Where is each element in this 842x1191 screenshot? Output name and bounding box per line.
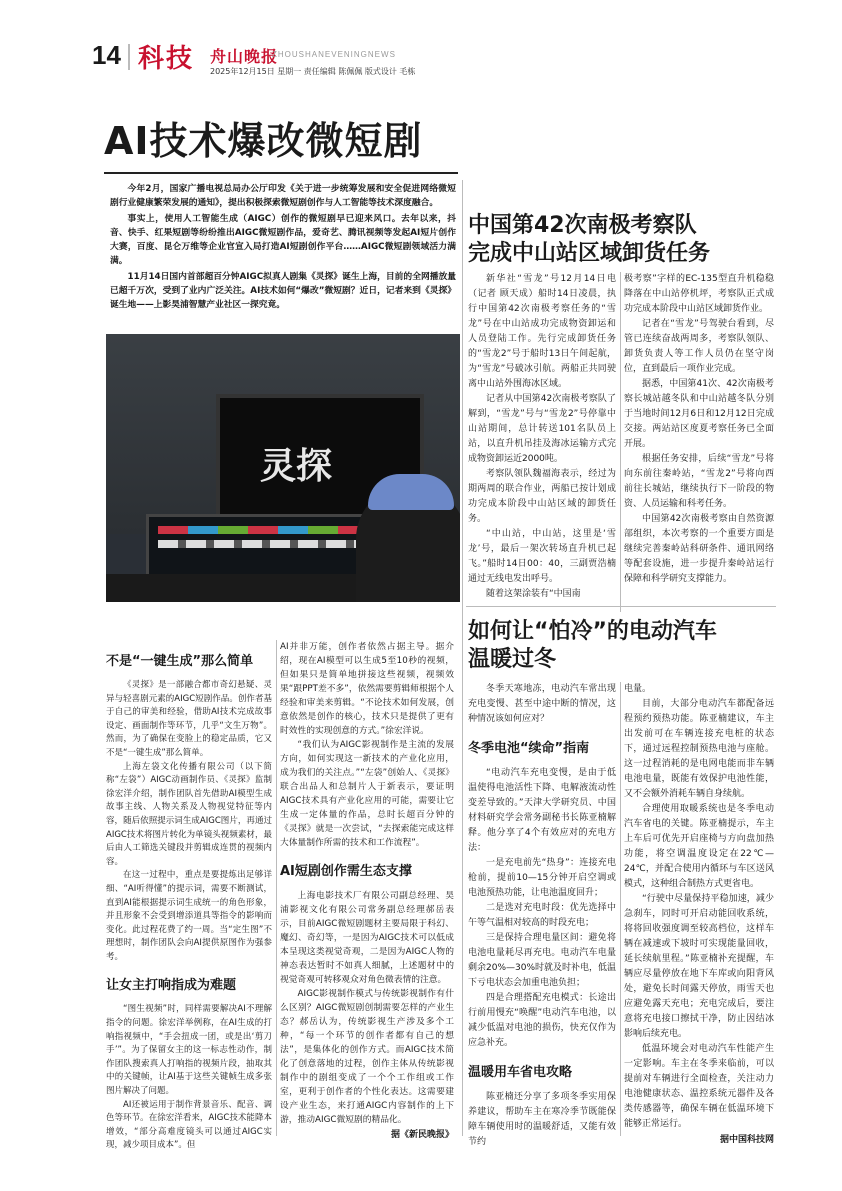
body-paragraph: 根据任务安排，后续“雪龙”号将向东前往秦岭站，“雪龙2”号将向西前往长城站，继续执行下一阶段的物资、人员运输和科考任务。	[624, 454, 774, 509]
antarctic-headline-line2: 完成中山站区域卸货任务	[468, 241, 711, 266]
issue-meta: 2025年12月15日 星期一 责任编辑 陈佩佩 版式设计 毛栋	[210, 67, 416, 76]
body-paragraph: 二是选对充电时段：优先选择中午等气温相对较高的时段充电；	[468, 903, 616, 928]
body-paragraph: “中山站，中山站，这里是‘雪龙’号，最后一架次转场直升机已起飞。”船时14日00：40，三副贾浩楠通过无线电发出呼号。	[468, 529, 616, 584]
body-paragraph: 四是合理搭配充电模式：长途出行前用慢充“唤醒”电动汽车电池，以减少低温对电池的损伤，快充仅作为应急补充。	[468, 993, 616, 1048]
body-paragraph: 记者从中国第42次南极考察队了解到，“雪龙”号与“雪龙2”号停靠中山站期间，总计转送101名队员上站，以直升机吊挂及海冰运输方式完成物资卸运近2000吨。	[468, 394, 616, 464]
antarctic-headline-line1: 中国第42次南极考察队	[468, 213, 697, 238]
photo-timeline	[158, 540, 374, 548]
editing-studio-photo	[106, 334, 460, 602]
body-paragraph: 电量。	[624, 684, 652, 694]
body-paragraph: 考察队领队魏福海表示，经过为期两周的联合作业，两船已按计划成功完成本阶段中山站区域的卸货任务。	[468, 469, 616, 524]
body-paragraph: 低温环境会对电动汽车性能产生一定影响。车主在冬季来临前，可以提前对车辆进行全面检查，关注动力电池健康状态、温控系统元器件及各类传感器等，确保车辆在低温环境下能够正常运行。	[624, 1044, 774, 1129]
story-divider	[466, 606, 776, 607]
body-paragraph: 上海左袋文化传播有限公司（以下简称“左袋”）AIGC动画制作员、《灵探》监制徐宏洋介绍，制作团队首先借助AI模型生成故事主线、人物关系及人物视觉特征等内容，随后依照提示词生成AIGC图片，再通过AIGC技术将图片转化为单镜头视频素材，最后由人工筛选关键段并剪辑成连贯的视频内容。	[106, 761, 272, 867]
photo-timeline	[158, 526, 374, 534]
body-paragraph: 三是保持合理电量区间：避免将电池电量耗尽再充电。电动汽车电量剩余20%—30%时就及时补电，低温下亏电状态会加重电池负担；	[468, 933, 617, 988]
body-paragraph: 目前，大部分电动汽车都配备远程预约预热功能。陈亚楠建议，车主出发前可在车辆连接充电桩的状态下，通过远程控制预热电池与座舱。这一过程消耗的是电网电能而非车辆电池电量，既能有效保护电池性能，又不会额外消耗车辆自身续航。	[624, 699, 774, 799]
screen-title-text: 灵探	[260, 445, 333, 487]
section-name: 科技	[138, 44, 195, 74]
antarctic-column-2	[624, 272, 774, 587]
body-paragraph: “行驶中尽量保持平稳加速，减少急刹车，同时可开启动能回收系统，将将回收强度调至较高档位，这样车辆在减速或下坡时可实现能量回收，延长续航里程。”陈亚楠补充提醒，车辆应尽量停放在地下车库或向阳背风处，避免长时间露天停放，雨雪天也应避免露天充电；充电完成后，要注意将充电接口擦拭干净，防止因结冰影响后续充电。	[624, 894, 774, 1039]
subheading: 不是“一键生成”那么简单	[106, 654, 254, 669]
subheading: 冬季电池“续命”指南	[468, 741, 590, 756]
page-number: 14	[92, 40, 121, 70]
body-paragraph: 合理使用取暖系统也是冬季电动汽车省电的关键。陈亚楠提示，车主上车后可优先开启座椅与方向盘加热功能，将空调温度设定在22℃—24℃，并配合使用内循环与车区送风模式，这种组合制热方式更省电。	[624, 804, 774, 889]
ev-column-1	[468, 682, 616, 1150]
subheading: 让女主打响指成为难题	[106, 978, 237, 994]
body-paragraph: “图生视频”时，同样需要解决AI不理解指令的问题。徐宏洋举例称，在AI生成的打响指视频中，“手会扭成一团，或是出‘剪刀手’”。为了保留女主的这一标志性动作，制作团队搜索真人打响指的视频片段，抽取其中的关键帧，让AI基于这些关键帧生成多张图片解决了问题。	[106, 1004, 272, 1097]
intro-paragraph: 今年2月，国家广播电视总局办公厅印发《关于进一步统筹发展和安全促进网络微短剧行业健康繁荣发展的通知》，提出积极探索微短剧创作与人工智能等技术深度融合。	[110, 184, 456, 208]
antarctic-column-1	[468, 272, 616, 602]
body-paragraph: 据悉，中国第41次、42次南极考察长城站越冬队和中山站越冬队分别于当地时间12月6日和12月12日完成交接。两站站区度夏考察任务已全面开展。	[624, 379, 774, 449]
intro-paragraph: 事实上，使用人工智能生成（AIGC）创作的微短剧早已迎来风口。去年以来，抖音、快手、红果短剧等纷纷推出AIGC微短剧作品，爱奇艺、腾讯视频等发起AI短片创作大赛，百度、昆仑万维等企业官宣入局打造AI短剧创作平台……AIGC微短剧领域活力满满。	[110, 214, 456, 266]
body-paragraph: “我们认为AIGC影视制作是主流的发展方向，如何实现这一新技术的产业化应用，成为我们的关注点。”“左袋”创始人、《灵探》联合出品人和总制片人于新表示，要证明AIGC技术具有产业化应用的可能，需要让它生成一定体量的作品，总时长超百分钟的《灵探》就是一次尝试，“去探索能完成这样大体量制作所需的技术和工作流程”。	[280, 740, 454, 848]
column-divider	[276, 640, 277, 1136]
paper-logo-en: ZHOUSHANEVENINGNEWS	[272, 50, 396, 59]
ev-column-2	[624, 682, 774, 1145]
column-divider	[620, 682, 621, 1136]
main-headline: AI技术爆改微短剧	[104, 119, 423, 163]
main-intro	[110, 182, 456, 314]
body-paragraph: 新华社“雪龙”号12月14日电（记者 顾天成）船时14日凌晨，执行中国第42次南极考察任务的“雪龙”号在中山站成功完成物资卸运和人员登陆工作。先行完成卸货任务的“雪龙2”号于船时13日午间起航，为“雪龙”号破冰引航。两船正共同驶离中山站外围海冰区域。	[468, 274, 616, 389]
body-paragraph: AI并非万能，创作者依然占据主导。据介绍，现在AI模型可以生成5至10秒的视频，但如果只是简单地拼接这些视频，视频效果“跟PPT差不多”，依然需要剪辑师根据个人经验和审美来剪辑。“不论技术如何发展，创意依然是创作的核心，技术只是提供了更有时效性的实现创意的方式。”徐宏洋说。	[280, 642, 454, 736]
section-divider	[462, 180, 463, 1136]
ev-headline-line2: 温暖过冬	[468, 647, 557, 672]
body-paragraph: AI还被运用于制作背景音乐、配音、调色等环节。在徐宏洋看来，AIGC技术能降本增效，“部分高难度镜头可以通过AIGC实现，减少项目成本”。但	[106, 1099, 272, 1151]
body-paragraph: AIGC影视制作模式与传统影视制作有什么区别？AIGC微短剧创制需要怎样的产业生态？郝岳认为，传统影视生产涉及多个工种，“每一个环节的创作者都有自己的想法”，是集体化的创作方式。而AIGC技术简化了创意落地的过程，创作主体从传统影视制作中的剧组变成了一个个工作组或工作室，更利于创作者的个性化表达。这需要建设产业生态，来打通AIGC内容制作的上下游，推动AIGC微短剧的精品化。	[280, 989, 454, 1125]
body-paragraph: 一是充电前先“热身”：连接充电枪前，提前10—15分钟开启空调或电池预热功能，让电池温度回升；	[468, 858, 616, 898]
body-paragraph: 陈亚楠还分享了多项冬季实用保养建议，帮助车主在寒冷季节既能保障车辆使用时的温暖舒适，又能有效节约	[468, 1092, 616, 1147]
paper-logo: 舟山晚报	[210, 47, 279, 66]
masthead-divider	[128, 44, 130, 70]
ev-headline-line1: 如何让“怕冷”的电动汽车	[468, 619, 717, 644]
photo-desk	[106, 574, 356, 602]
headline-rule	[104, 172, 458, 174]
body-paragraph: 极考察”字样的EC-135型直升机稳稳降落在中山站停机坪，考察队正式成功完成本阶段中山站区域卸货作业。	[624, 274, 774, 314]
body-paragraph: 上海电影技术厂有限公司副总经理、昊浦影视文化有限公司常务副总经理郝岳表示，目前AIGC微短剧题材主要局限于科幻、魔幻、奇幻等，一是因为AIGC技术可以低成本呈现这类视觉奇观，二是因为AIGC人物的神态表达暂时不如真人细腻，上述题材中的视觉奇观可转移观众对角色微表情的注意。	[280, 891, 454, 985]
body-paragraph: “电动汽车充电变慢，是由于低温使得电池活性下降、电解液流动性变差导致的。”天津大学研究员、中国材料研究学会常务副秘书长陈亚楠解释。他分享了4个有效应对的充电方法：	[468, 768, 616, 853]
column-divider	[620, 272, 621, 612]
intro-paragraph: 11月14日国内首部超百分钟AIGC拟真人剧集《灵探》诞生上海，目前的全网播放量已超千万次，受到了业内广泛关注。AI技术如何“爆改”微短剧？近日，记者来到《灵探》诞生地——上影昊浦智慧产业社区一探究竟。	[110, 272, 456, 310]
body-paragraph: 随着这架涂装有“中国南	[486, 589, 581, 599]
body-paragraph: 冬季天寒地冻，电动汽车常出现充电变慢、甚至中途中断的情况，这种情况该如何应对？	[468, 684, 616, 724]
photo-cap	[368, 474, 454, 510]
body-paragraph: 在这一过程中，重点是要提炼出足够详细、“AI听得懂”的提示词，需要不断测试，直到AI能根据提示词生成统一的角色形象，并且形象不会受到增添道具等指令的影响而变化。此过程花费了约一周。当“定生图”不理想时，制作团队会向AI提供原图作为强参考。	[106, 870, 272, 962]
main-column-1	[106, 650, 272, 1153]
body-paragraph: 《灵探》是一部融合都市奇幻悬疑、灵异与轻喜剧元素的AIGC短剧作品。创作者基于自己的审美和经验，借助AI技术完成故事设定、画面制作等环节，几乎“文生万物”。然而，为了确保在变脸上的稳定品质，它又不是“一键生成”那么简单。	[106, 680, 272, 758]
body-paragraph: 记者在“雪龙”号驾驶台看到，尽管已连续奋战两周多，考察队领队、卸货负责人等工作人员仍在坚守岗位，直到最后一项作业完成。	[624, 319, 774, 374]
source-credit: 据《新民晚报》	[390, 1130, 454, 1140]
subheading: 温暖用车省电攻略	[468, 1065, 573, 1080]
subheading: AI短剧创作需生态支撑	[280, 864, 412, 879]
body-paragraph: 中国第42次南极考察由自然资源部组织，本次考察的一个重要方面是继续完善秦岭站科研条件、通讯网络等配套设施，进一步提升秦岭站运行保障和科学研究支撑能力。	[624, 514, 774, 584]
source-credit: 据中国科技网	[719, 1135, 774, 1145]
main-column-2	[280, 640, 454, 1140]
